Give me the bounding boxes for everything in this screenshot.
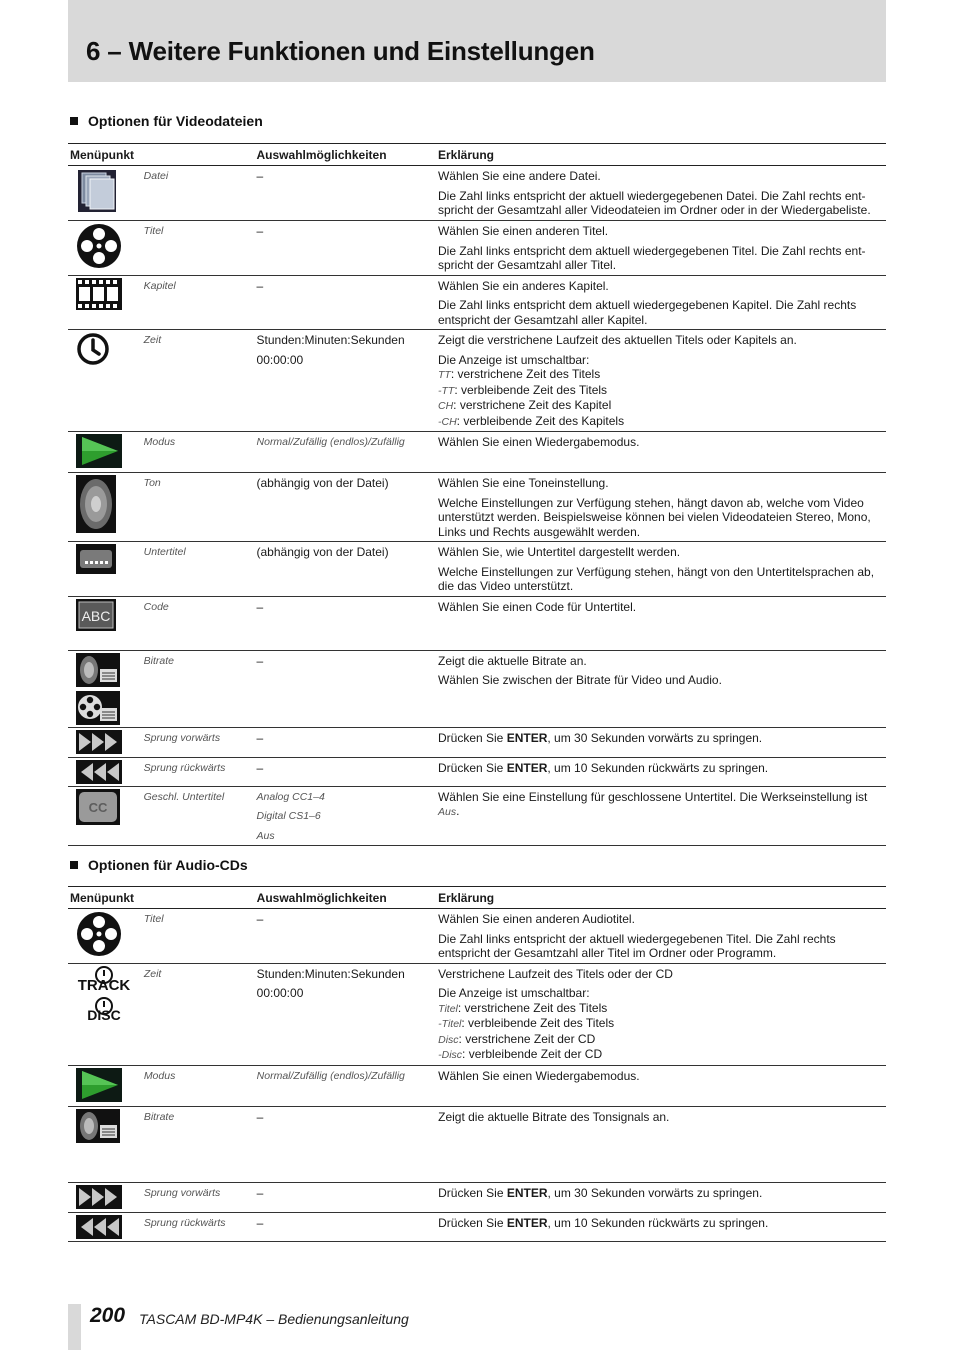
explanation-text: [438, 1186, 884, 1201]
mode-text: : verstrichene Zeit des Titels: [457, 1000, 608, 1015]
explanation-text: Wählen Sie eine Toneinstellung.: [437, 476, 609, 490]
menu-item-name: Bitrate: [142, 1106, 255, 1182]
explanation-text: Wählen Sie einen anderen Audiotitel.: [438, 912, 635, 926]
table-row: [68, 221, 886, 276]
choice-value: –: [256, 599, 264, 614]
menu-icon-cell: [68, 330, 142, 432]
video-bitrate-icon: [76, 691, 142, 725]
audio-cd-options-table: [68, 886, 886, 1242]
column-header-explanation: Erklärung: [436, 887, 886, 909]
menu-item-name: Bitrate: [142, 650, 255, 727]
explanation-text: Wählen Sie, wie Untertitel dargestellt werden.: [437, 545, 681, 559]
explanation-cell: [436, 596, 886, 650]
choice-value: (abhängig von der Datei): [256, 476, 389, 490]
explanation-text: Welche Einstellungen zur Verfügung stehen, hängt von den Untertitelsprachen ab, die das Video unterstützt.: [437, 564, 875, 593]
table-header-row: [68, 887, 886, 909]
choices-cell: [255, 1212, 436, 1241]
explanation-cell: [436, 1106, 886, 1182]
section-heading-audio-cd: [70, 857, 248, 873]
choice-value: 00:00:00: [256, 986, 304, 1000]
explanation-text: Die Zahl links entspricht dem aktuell wiedergegebenen Kapitel. Die Zahl rechts entspricht der Gesamtzahl aller Kapitel.: [437, 298, 857, 327]
explanation-text: Zeigt die verstrichene Laufzeit des aktuellen Titels oder Kapitels an.: [437, 333, 797, 347]
choices-cell: [255, 432, 436, 473]
default-value: Aus: [437, 806, 457, 818]
explanation-text-part: .: [456, 804, 460, 818]
menu-item-name: Sprung rückwärts: [142, 757, 255, 786]
menu-item-name: Zeit: [142, 330, 255, 432]
explanation-text: Wählen Sie einen Code für Untertitel.: [437, 599, 637, 614]
explanation-cell: [436, 963, 886, 1065]
bullet-square-icon: [70, 117, 78, 125]
choices-cell: [255, 963, 436, 1065]
explanation-cell: [436, 909, 886, 964]
choices-cell: [255, 757, 436, 786]
explanation-cell: [436, 166, 886, 221]
mode-code: Disc: [438, 1033, 459, 1046]
video-options-table: [68, 143, 886, 846]
choices-cell: [255, 909, 436, 964]
table-row: [68, 1182, 886, 1212]
menu-item-name: Sprung rückwärts: [142, 1212, 255, 1241]
skip-back-icon: [76, 760, 142, 784]
explanation-text: Zeigt die aktuelle Bitrate an.: [437, 653, 587, 668]
file-icon: [76, 168, 142, 214]
mode-text: : verstrichene Zeit der CD: [458, 1031, 596, 1046]
explanation-text-part: Drücken Sie: [437, 760, 507, 775]
explanation-text: Wählen Sie zwischen der Bitrate für Video und Audio.: [437, 673, 722, 687]
explanation-text: Die Zahl links entspricht der aktuell wiedergegebenen Datei. Die Zahl rechts entspricht der Gesamtzahl aller Videodateien im Ordner oder in der Wiedergabeliste.: [437, 188, 871, 217]
choice-value: Analog CC1–4: [256, 790, 325, 803]
explanation-text: Die Anzeige ist umschaltbar:: [438, 986, 590, 1000]
explanation-text: Die Anzeige ist umschaltbar:: [437, 352, 590, 367]
menu-icon-cell: [68, 727, 142, 757]
explanation-text: [438, 790, 884, 820]
mode-text: : verstrichene Zeit des Titels: [450, 367, 601, 381]
icon-label: DISC: [87, 1006, 121, 1022]
display-mode-list: [438, 1001, 884, 1063]
table-row: [68, 275, 886, 330]
menu-icon-cell: [68, 1212, 142, 1241]
explanation-text: [438, 731, 884, 746]
menu-item-name: Geschl. Untertitel: [142, 786, 255, 846]
explanation-text: Wählen Sie einen anderen Titel.: [437, 224, 609, 238]
explanation-text: Welche Einstellungen zur Verfügung stehen, hängt davon ab, welche vom Video unterstützt werden. Beispielsweise können bei vielen Videodateien Stereo, Mono, Links und Rechts ausgewählt werden.: [437, 495, 871, 539]
menu-item-name: Titel: [142, 221, 255, 276]
explanation-cell: [436, 275, 886, 330]
page-title: 6 – Weitere Funktionen und Einstellungen: [86, 36, 595, 66]
choice-value: –: [256, 1109, 264, 1124]
film-reel-icon: [76, 911, 142, 957]
explanation-text: Wählen Sie einen Wiedergabemodus.: [437, 435, 640, 449]
explanation-text: [438, 1216, 884, 1231]
bullet-square-icon: [70, 861, 78, 869]
page-number: 200: [90, 1304, 126, 1327]
cc-icon: [76, 789, 142, 825]
page-header: [68, 0, 886, 82]
choice-value: Stunden:Minuten:Sekunden: [256, 333, 405, 347]
skip-forward-icon: [76, 1185, 142, 1209]
section-heading-text: Optionen für Audio-CDs: [88, 857, 248, 873]
mode-text: : verbleibende Zeit des Kapitels: [456, 413, 625, 428]
choice-value: 00:00:00: [256, 352, 304, 367]
explanation-cell: [436, 221, 886, 276]
menu-icon-cell: [68, 166, 142, 221]
mode-code: -CH: [437, 415, 457, 428]
display-mode-item: [438, 1047, 884, 1063]
menu-icon-cell: [68, 596, 142, 650]
choice-value: –: [256, 912, 264, 926]
display-mode-item: [438, 1016, 884, 1032]
choice-value: Stunden:Minuten:Sekunden: [256, 966, 405, 981]
explanation-text: Wählen Sie ein anderes Kapitel.: [437, 278, 609, 293]
explanation-text: [438, 761, 884, 776]
enter-key-label: ENTER: [506, 1185, 548, 1200]
table-row: [68, 1106, 886, 1182]
explanation-cell: [436, 786, 886, 846]
menu-icon-cell: [68, 542, 142, 597]
mode-code: TT: [437, 369, 451, 381]
play-icon: [76, 1068, 142, 1102]
choices-cell: [255, 1065, 436, 1106]
table-row: [68, 650, 886, 727]
speaker-icon: [76, 475, 142, 533]
menu-item-name: Ton: [142, 473, 255, 542]
table-header-row: [68, 144, 886, 166]
choices-cell: [255, 542, 436, 597]
explanation-text-part: , um 30 Sekunden vorwärts zu springen.: [547, 730, 763, 745]
display-mode-item: [438, 414, 884, 430]
explanation-cell: [436, 1212, 886, 1241]
choice-value: –: [256, 1185, 264, 1200]
table-row: [68, 786, 886, 846]
enter-key-label: ENTER: [506, 760, 548, 775]
explanation-text: Die Zahl links entspricht der aktuell wiedergegebenen Titel. Die Zahl rechts entspricht der Gesamtzahl aller Titel im Ordner oder Programm.: [438, 931, 836, 960]
explanation-cell: [436, 727, 886, 757]
choice-value: (abhängig von der Datei): [256, 545, 389, 559]
table-row: [68, 166, 886, 221]
mode-code: CH: [437, 400, 454, 412]
table-row: [68, 1212, 886, 1241]
play-icon: [76, 434, 142, 468]
menu-item-name: Modus: [142, 1065, 255, 1106]
choices-cell: [255, 1106, 436, 1182]
menu-icon-cell: [68, 473, 142, 542]
menu-icon-cell: [68, 757, 142, 786]
menu-icon-cell: [68, 909, 142, 964]
choice-value: –: [256, 224, 264, 238]
display-mode-list: [438, 367, 884, 429]
choices-cell: [255, 1182, 436, 1212]
menu-item-name: Sprung vorwärts: [142, 727, 255, 757]
menu-item-name: Untertitel: [142, 542, 255, 597]
explanation-text: Zeigt die aktuelle Bitrate des Tonsignals an.: [438, 1109, 670, 1124]
display-mode-item: [438, 398, 884, 414]
choices-cell: [255, 786, 436, 846]
choice-value: –: [256, 1215, 264, 1230]
clock-icon: [76, 332, 142, 366]
explanation-cell: [436, 1065, 886, 1106]
enter-key-label: ENTER: [506, 1215, 548, 1230]
menu-item-name: Titel: [142, 909, 255, 964]
column-header-menu-item: Menüpunkt: [68, 144, 255, 166]
column-header-explanation: Erklärung: [436, 144, 886, 166]
choices-cell: [255, 596, 436, 650]
menu-item-name: Datei: [142, 166, 255, 221]
section-heading-video: [70, 113, 263, 129]
icon-label: TRACK: [77, 976, 131, 992]
menu-item-name: Zeit: [142, 963, 255, 1065]
choice-value: Normal/Zufällig (endlos)/Zufällig: [256, 436, 405, 448]
menu-icon-cell: [68, 963, 142, 1065]
explanation-text: Verstrichene Laufzeit des Titels oder der CD: [438, 966, 673, 981]
explanation-text: Wählen Sie einen Wiedergabemodus.: [438, 1068, 640, 1083]
choices-cell: [255, 473, 436, 542]
svg-text:ABC: ABC: [81, 607, 111, 624]
explanation-text: Wählen Sie eine andere Datei.: [437, 169, 601, 183]
choice-value: Normal/Zufällig (endlos)/Zufällig: [256, 1069, 405, 1082]
table-row: [68, 963, 886, 1065]
explanation-text-part: Drücken Sie: [438, 1215, 507, 1230]
table-row: [68, 909, 886, 964]
disc-time-icon: [76, 996, 142, 1022]
menu-icon-cell: [68, 1106, 142, 1182]
mode-code: Titel: [438, 1002, 458, 1015]
mode-code: -Disc: [438, 1049, 463, 1061]
choices-cell: [255, 727, 436, 757]
choice-value: Digital CS1–6: [256, 810, 321, 822]
audio-bitrate-icon: [76, 653, 142, 687]
display-mode-item: [438, 1032, 884, 1048]
mode-code: -Titel: [438, 1018, 462, 1030]
skip-back-icon: [76, 1215, 142, 1239]
choice-value: –: [256, 760, 264, 775]
choice-value: –: [256, 278, 264, 293]
explanation-text-part: , um 30 Sekunden vorwärts zu springen.: [547, 1185, 763, 1200]
mode-code: -TT: [437, 384, 455, 397]
menu-item-name: Kapitel: [142, 275, 255, 330]
explanation-cell: [436, 1182, 886, 1212]
explanation-text-part: Drücken Sie: [437, 730, 507, 745]
explanation-text: Die Zahl links entspricht dem aktuell wiedergegebenen Titel. Die Zahl rechts entspricht der Gesamtzahl aller Titel.: [437, 243, 866, 272]
explanation-cell: [436, 650, 886, 727]
column-header-menu-item: Menüpunkt: [68, 887, 255, 909]
film-reel-icon: [76, 223, 142, 269]
audio-bitrate-icon: [76, 1109, 142, 1143]
table-row: [68, 432, 886, 473]
table-row: [68, 757, 886, 786]
menu-item-name: Sprung vorwärts: [142, 1182, 255, 1212]
explanation-text-part: , um 10 Sekunden rückwärts zu springen.: [547, 1215, 769, 1230]
choices-cell: [255, 650, 436, 727]
menu-item-name: Code: [142, 596, 255, 650]
column-header-choices: Auswahlmöglichkeiten: [255, 144, 436, 166]
choices-cell: [255, 221, 436, 276]
mode-text: : verbleibende Zeit des Titels: [461, 1016, 615, 1030]
document-title: TASCAM BD-MP4K – Bedienungsanleitung: [139, 1311, 409, 1327]
explanation-text-part: , um 10 Sekunden rückwärts zu springen.: [547, 760, 769, 775]
table-row: [68, 1065, 886, 1106]
display-mode-item: [438, 367, 884, 383]
choice-value: Aus: [256, 829, 275, 842]
filmstrip-icon: [76, 278, 142, 310]
explanation-cell: [436, 757, 886, 786]
enter-key-label: ENTER: [506, 730, 548, 745]
explanation-cell: [436, 330, 886, 432]
table-row: [68, 330, 886, 432]
abc-code-icon: [76, 599, 142, 631]
explanation-cell: [436, 432, 886, 473]
menu-icon-cell: [68, 650, 142, 727]
table-row: [68, 596, 886, 650]
table-row: [68, 727, 886, 757]
choice-value: –: [256, 653, 264, 668]
skip-forward-icon: [76, 730, 142, 754]
choices-cell: [255, 275, 436, 330]
choices-cell: [255, 330, 436, 432]
choice-value: –: [256, 169, 264, 183]
footer-bar: [68, 1304, 81, 1350]
explanation-text-part: Drücken Sie: [438, 1185, 507, 1200]
explanation-text-part: Wählen Sie eine Einstellung für geschlossene Untertitel. Die Werkseinstellung ist: [437, 789, 868, 804]
mode-text: : verstrichene Zeit des Kapitel: [453, 398, 612, 412]
table-row: [68, 542, 886, 597]
track-time-icon: [76, 966, 142, 992]
table-row: [68, 473, 886, 542]
menu-icon-cell: [68, 432, 142, 473]
explanation-cell: [436, 542, 886, 597]
display-mode-item: [438, 383, 884, 399]
menu-icon-cell: [68, 1182, 142, 1212]
mode-text: : verbleibende Zeit der CD: [462, 1047, 603, 1061]
menu-icon-cell: [68, 786, 142, 846]
menu-icon-cell: [68, 221, 142, 276]
explanation-cell: [436, 473, 886, 542]
column-header-choices: Auswahlmöglichkeiten: [255, 887, 436, 909]
choices-cell: [255, 166, 436, 221]
display-mode-item: [438, 1001, 884, 1017]
mode-text: : verbleibende Zeit des Titels: [454, 382, 608, 397]
choice-value: –: [256, 730, 264, 745]
menu-item-name: Modus: [142, 432, 255, 473]
menu-icon-cell: [68, 1065, 142, 1106]
menu-icon-cell: [68, 275, 142, 330]
subtitle-icon: [76, 544, 142, 574]
svg-text:CC: CC: [88, 799, 108, 815]
section-heading-text: Optionen für Videodateien: [88, 113, 263, 129]
